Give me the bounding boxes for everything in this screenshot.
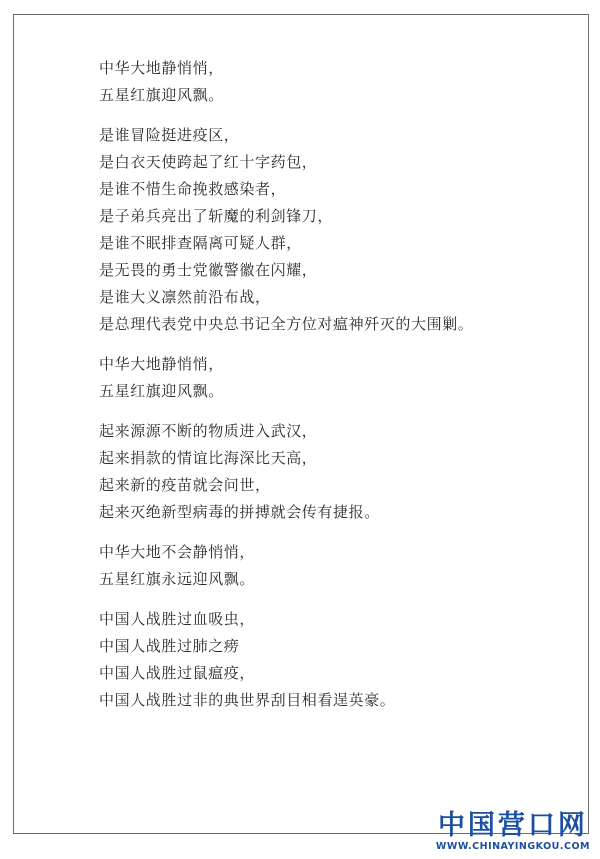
poem-line: 是总理代表党中央总书记全方位对瘟神歼灭的大围剿。 [99,315,474,333]
poem-line: 中国人战胜过非的典世界刮目相看逞英豪。 [99,691,396,709]
poem-line: 五星红旗迎风飘。 [99,86,224,104]
stanza [99,122,590,338]
poem-line: 五星红旗迎风飘。 [99,382,224,400]
poem-line: 起来新的疫苗就会问世， [99,476,271,494]
poem-line: 是谁冒险挺进疫区， [99,126,240,144]
poem-line: 是子弟兵亮出了斩魔的利剑锋刀， [99,207,334,225]
poem-line: 起来灭绝新型病毒的拼搏就会传有捷报。 [99,503,380,521]
poem-line: 是谁不惜生命挽救感染者， [99,180,287,198]
poem-line: 中华大地静悄悄， [99,355,224,373]
poem-line: 是谁大义凛然前沿布战， [99,288,271,306]
poem-line: 中国人战胜过血吸虫， [99,610,256,628]
poem-line: 中国人战胜过肺之痨 [99,637,240,655]
stanza [99,351,590,405]
poem-line: 是谁不眠排查隔离可疑人群， [99,234,302,252]
watermark-url: WWW.CHINAYINGKOU.COM [435,841,590,852]
poem-line: 起来源源不断的物质进入武汉， [99,422,318,440]
stanza [99,539,590,593]
watermark-logo: 中国营口网 [437,810,588,841]
poem-line: 是白衣天使跨起了红十字药包， [99,153,318,171]
poem-line: 五星红旗永远迎风飘。 [99,570,256,588]
poem-body [99,55,590,727]
stanza [99,55,590,109]
stanza [99,606,590,714]
poem-line: 中华大地不会静悄悄， [99,543,256,561]
poem-line: 中华大地静悄悄， [99,59,224,77]
site-watermark [436,811,590,853]
stanza [99,418,590,526]
poem-line: 是无畏的勇士党徽警徽在闪耀， [99,261,318,279]
poem-line: 起来捐款的情谊比海深比天高， [99,449,318,467]
poem-line: 中国人战胜过鼠瘟疫， [99,664,256,682]
